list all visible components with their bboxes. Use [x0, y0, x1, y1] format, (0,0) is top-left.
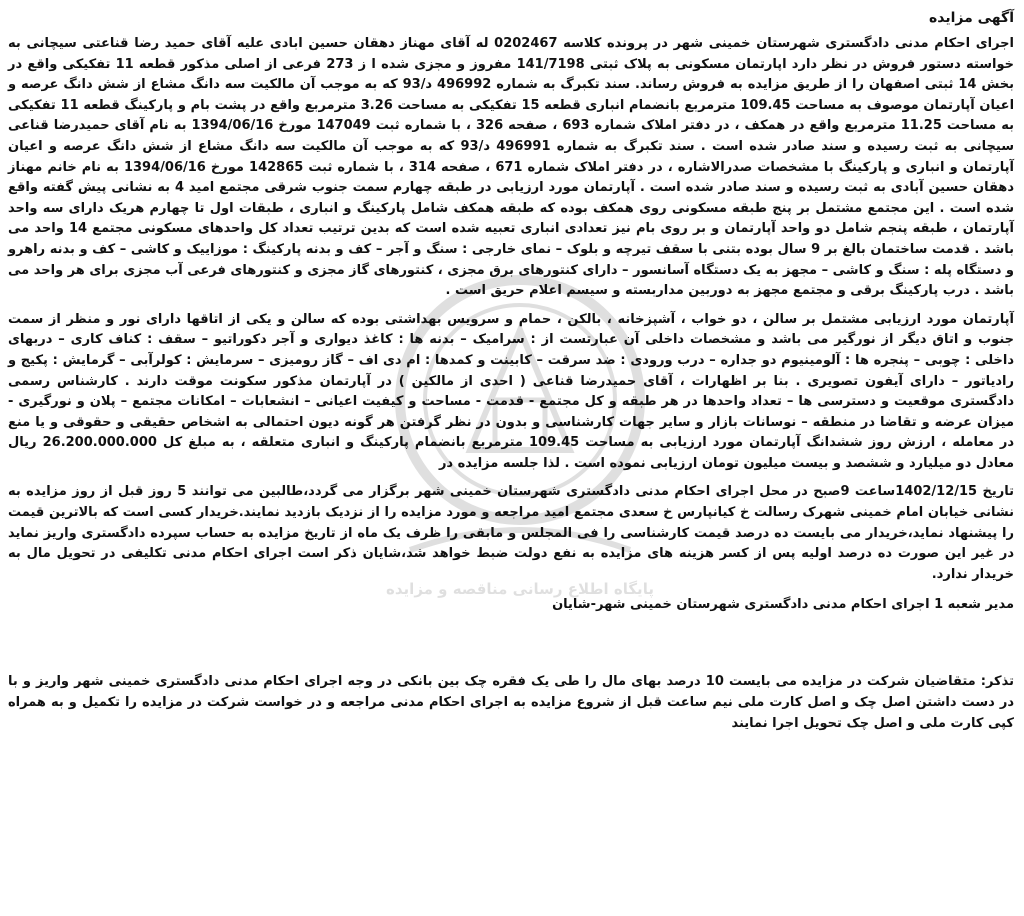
- watermark-caption: پایگاه اطلاع رسانی مناقصه و مزایده: [386, 580, 654, 598]
- paragraph-property-details: اجرای احکام مدنی دادگستری شهرستان خمینی شهر در پرونده کلاسه 0202467 له آقای مهناز دهقان حسین ابادی علیه آقای حمید رضا قناعتی سیچانی به خواسته دستور فروش در نظر دارد اپارتمان مسکونی به پلاک ثبتی 141/7198 مفروز و مجزی شده ا ز 273 فرعی از اصلی مذکور قطعه 11 تفکیکی واقع در بخش 14 ثبتی اصفهان را از طریق مزایده به فروش رساند. سند تکبرگ به شماره 496992 د/93 که به موجب آن مالکیت سه دانگ مشاع از شش دانگ عرصه و اعیان آپارتمان موصوف به مساحت 109.45 مترمربع بانضمام انباری قطعه 15 تفکیکی به مساحت 3.26 مترمربع واقع در پشت بام و پارکینگ قطعه 11 تفکیکی به مساحت 11.25 مترمربع واقع در همکف ، در دفتر املاک شماره 693 ، صفحه 326 ، با شماره ثبت 147049 مورخ 1394/06/16 به نام آقای حمیدرضا قناعی سیچانی به ثبت رسیده و سند صادر شده است . سند تکبرگ به شماره 496991 د/93 که به موجب آن مالکیت سه دانگ مشاع از شش دانگ عرصه و اعیان آپارتمان و انباری و پارکینگ با مشخصات صدرالاشاره ، در دفتر املاک شماره 671 ، صفحه 314 ، با شماره ثبت 142865 مورخ 1394/06/16 به نام خانم مهناز دهقان حسین آبادی به ثبت رسیده و سند صادر شده است . آپارتمان مورد ارزیابی در طبقه چهارم سمت جنوب شرقی مجتمع امید 4 به نشانی پیش گفته واقع شده است . این مجتمع مشتمل بر پنج طبقه مسکونی روی همکف بوده که طبقه همکف شامل پارکینگ و انباری ، طبقات اول تا چهارم هریک دارای سه واحد آپارتمان ، طبقه پنجم شامل دو واحد آپارتمان و بر روی بام نیز تعدادی انباری تعبیه شده است که بدین ترتیب تعداد کل واحدهای مسکونی مجتمع 14 واحد می باشد . قدمت ساختمان بالغ بر 9 سال بوده بتنی با سقف تیرچه و بلوک – نمای خارجی : سنگ و آجر – کف و بدنه پارکینگ : موزاییک و کاشی – کف و بدنه راهرو و دستگاه پله : سنگ و کاشی – مجهز به یک دستگاه آسانسور – دارای کنتورهای برق مجزی ، کنتورهای گاز مجزی و کنتورهای فرعی آب مجزی برای هر واحد می باشد . درب پارکینگ برقی و مجتمع مجهز به دوربین مداربسته و سیسم اعلام حریق است .: [8, 36, 1015, 299]
- paragraph-apartment-valuation: آپارتمان مورد ارزیابی مشتمل بر سالن ، دو خواب ، آشپزخانه ، بالکن ، حمام و سرویس بهداشتی بوده که سالن و یکی از اتاقها دارای نور و منظر از سمت جنوب و اتاق دیگر از نورگیر می باشد و مشخصات داخلی آن عبارتست از : سرامیک – بدنه ها : کاغذ دیواری و آجر دکوراتیو – سقف : کناف کاری – دربهای داخلی : چوبی – پنجره ها : آلومینیوم دو جداره – درب ورودی : ضد سرقت – کابینت و کمدها : ام دی اف – گاز رومیزی – سرمایش : کولرآبی – گرمایش : پکیج و رادیاتور – دارای آیفون تصویری . بنا بر اظهارات ، آقای حمیدرضا قناعی ( احدی از مالکین ) در آپارتمان مذکور سکونت موقت دارند . کارشناس رسمی دادگستری موقعیت و دسترسی ها – تعداد واحدها در هر طبقه و کل مجتمع - قدمت - مساحت و کیفیت اعیانی – انشعابات – امکانات مجتمع – پلان و نورگیری - میزان عرضه و تقاضا در منطقه – نوسانات بازار و سایر جهات کارشناسی و بدون در نظر گرفتن هر گونه دیون احتمالی به اشخاص حقیقی و حقوقی و یا منع در معامله ، ارزش روز ششدانگ آپارتمان مورد ارزیابی به مساحت 109.45 مترمربع بانضمام پارکینگ و انباری متعلقه ، به مبلغ کل 26.200.000.000 ریال معادل دو میلیارد و ششصد و بیست میلیون تومان ارزیابی نموده است . لذا جلسه مزایده در: [8, 311, 1015, 471]
- signature-line: مدیر شعبه 1 اجرای احکام مدنی دادگستری شهرستان خمینی شهر-شایان: [552, 597, 1014, 613]
- paragraph-auction-terms: تاریخ 1402/12/15ساعت 9صبح در محل اجرای احکام مدنی دادگستری شهرستان خمینی شهر برگزار می گردد،طالبین می توانند 5 روز قبل از روز مزایده به نشانی خیابان امام خمینی شهرک رسالت خ کیانپارس خ سعدی مجتمع امید مراجعه و مورد مزایده را از نزدیک بازدید نمایند.خریدار کسی است که بالاترین قیمت را پیشنهاد نماید،خریدار می بایست ده درصد قیمت کارشناسی را فی المجلس و مابقی را ظرف یک ماه از تاریخ مزایده به حساب سپرده دادگستری واریز نماید در غیر این صورت ده درصد اولیه پس از کسر هزینه های مزایده به نفع دولت ضبط خواهد شد،شایان ذکر است اجرای احکام مدنی تکلیفی در تحویل مال به خریدار ندارد.: [8, 484, 1014, 582]
- page-title: آگهی مزایده: [928, 10, 1014, 26]
- note-paragraph: تذکر: متقاضیان شرکت در مزایده می بایست 10 درصد بهای مال را طی یک فقره چک بین بانکی در وجه اجرای احکام مدنی دادگستری خمینی شهر واریز و با در دست داشتن اصل چک و اصل کارت ملی نیم ساعت قبل از شروع مزایده به اجرای احکام مدنی مراجعه و در خواست شرکت در مزایده را تکمیل و به همراه کپی کارت ملی و اصل چک تحویل اجرا نمایند: [8, 674, 1014, 732]
